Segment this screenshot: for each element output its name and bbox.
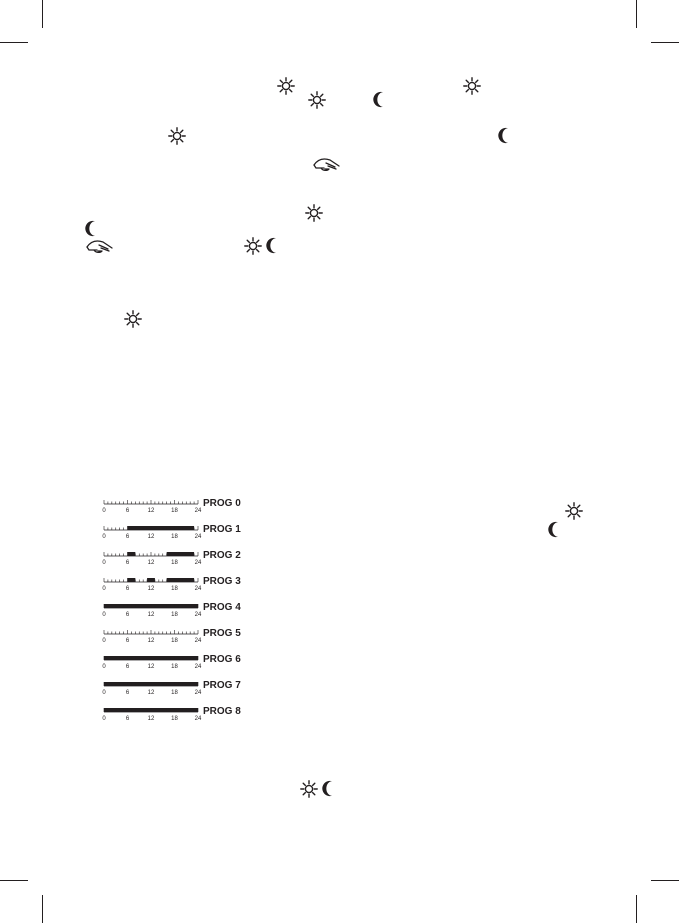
tick-label: 18 [171, 560, 178, 566]
tick-label: 18 [171, 534, 178, 540]
tick-label: 18 [171, 508, 178, 514]
crop-mark [651, 880, 679, 881]
tick-label: 6 [125, 612, 130, 618]
tick-label: 0 [102, 560, 106, 566]
tick-label: 12 [147, 508, 155, 514]
tick-label: 12 [147, 690, 155, 696]
program-label: PROG 5 [203, 628, 241, 639]
moon-icon [85, 220, 97, 237]
tick-label: 18 [171, 586, 178, 592]
program-label: PROG 8 [203, 706, 241, 717]
tick-label: 0 [102, 664, 106, 670]
tick-label: 0 [102, 586, 106, 592]
tick-label: 18 [171, 690, 178, 696]
tick-label: 12 [147, 716, 155, 720]
crop-mark [42, 0, 43, 28]
crop-mark [636, 0, 637, 28]
tick-label: 6 [125, 534, 130, 540]
sun-icon [565, 502, 583, 520]
tick-label: 24 [194, 560, 202, 566]
program-label: PROG 3 [203, 576, 241, 587]
tick-label: 6 [125, 690, 130, 696]
tick-label: 24 [194, 664, 202, 670]
crop-mark [42, 895, 43, 923]
program-label: PROG 7 [203, 680, 241, 691]
tick-label: 12 [147, 638, 155, 644]
tick-label: 24 [194, 638, 202, 644]
tick-label: 0 [102, 716, 106, 720]
program-label: PROG 6 [203, 654, 241, 665]
tick-label: 6 [125, 586, 130, 592]
program-label: PROG 0 [203, 498, 241, 509]
program-label: PROG 1 [203, 524, 241, 535]
program-label: PROG 2 [203, 550, 241, 561]
tick-label: 24 [194, 508, 202, 514]
tick-label: 18 [171, 716, 178, 720]
moon-icon [373, 91, 385, 108]
moon-icon [266, 237, 278, 254]
tick-label: 24 [194, 612, 202, 618]
sun-icon [168, 127, 186, 145]
tick-label: 0 [102, 690, 106, 696]
hand-icon [85, 237, 115, 257]
tick-label: 12 [147, 612, 155, 618]
tick-label: 24 [194, 534, 202, 540]
moon-icon [548, 521, 560, 538]
sun-icon [308, 91, 326, 109]
moon-icon [322, 780, 334, 797]
tick-label: 12 [147, 534, 155, 540]
tick-label: 12 [147, 586, 155, 592]
sun-icon [305, 204, 323, 222]
sun-icon [244, 237, 262, 255]
sun-icon [124, 310, 142, 328]
tick-label: 0 [102, 612, 106, 618]
tick-label: 0 [102, 508, 106, 514]
tick-label: 6 [125, 560, 130, 566]
tick-label: 24 [194, 586, 202, 592]
tick-label: 18 [171, 638, 178, 644]
sun-icon [277, 77, 295, 95]
tick-label: 6 [125, 638, 130, 644]
program-segment [128, 526, 195, 530]
program-timeline-chart [98, 490, 258, 720]
crop-mark [636, 895, 637, 923]
tick-label: 0 [102, 534, 106, 540]
tick-label: 24 [194, 690, 202, 696]
tick-label: 24 [194, 716, 202, 720]
crop-mark [651, 42, 679, 43]
tick-label: 18 [171, 664, 178, 670]
hand-icon [312, 155, 342, 175]
crop-mark [0, 880, 28, 881]
program-label: PROG 4 [203, 602, 241, 613]
tick-label: 6 [125, 664, 130, 670]
tick-label: 18 [171, 612, 178, 618]
tick-label: 6 [125, 716, 130, 720]
tick-label: 6 [125, 508, 130, 514]
moon-icon [498, 127, 510, 144]
tick-label: 0 [102, 638, 106, 644]
sun-icon [463, 77, 481, 95]
tick-label: 12 [147, 560, 155, 566]
crop-mark [0, 42, 28, 43]
sun-icon [300, 780, 318, 798]
tick-label: 12 [147, 664, 155, 670]
